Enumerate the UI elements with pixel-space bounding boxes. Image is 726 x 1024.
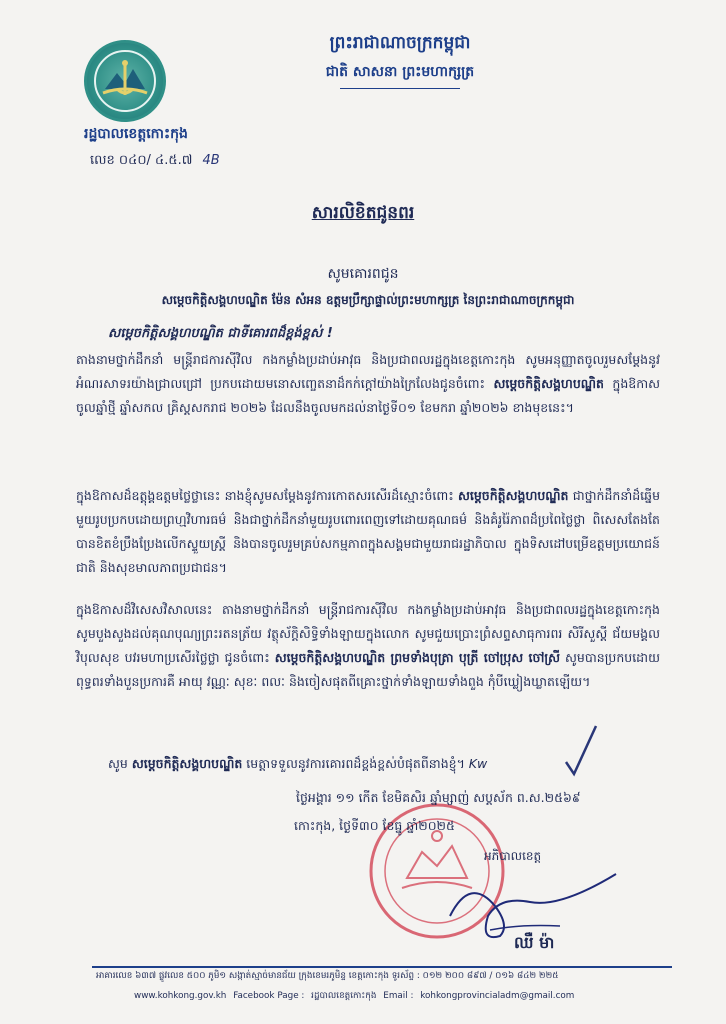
signatory-title: អភិបាលខេត្ត: [484, 849, 542, 863]
paragraph-2-text-a: ក្នុងឱកាសដ៏ឧត្តុង្គឧត្តមថ្លៃថ្លានេះ នាងខ្ញុំសូមសម្តែងនូវការកោតសរសើរដ៏ស្មោះចំពោះ: [76, 488, 454, 503]
motto-divider: [340, 88, 460, 89]
closing-line: [108, 756, 487, 775]
paragraph-1-bold: សម្តេចកិត្តិសង្គហបណ្ឌិត: [493, 376, 604, 391]
footer-facebook-label: Facebook Page :: [233, 991, 305, 1001]
signatory-name: ឈឺ ម៉ា: [514, 933, 555, 952]
provincial-emblem-logo: [84, 40, 166, 122]
national-motto: ជាតិ សាសនា ព្រះមហាក្សត្រ: [325, 64, 475, 80]
paragraph-3: [76, 598, 660, 694]
paragraph-3-text-a: ក្នុងឱកាសដ៏វិសេសវិសាលនេះ តាងនាមថ្នាក់ដឹកនាំ មន្ត្រីរាជការស៊ីវិល កងកម្លាំងប្រដាប់អាវុធ និងប្រជាពលរដ្ឋក្នុងខេត្តកោះកុង សូមបួងសួងដល់គុណបុណ្យព្រះរតនត្រ័យ វត្ថុស័ក្តិសិទ្ធិទាំងឡាយក្នុងលោក សូមជួយប្រោះព្រំសព្ទសាធុការពរ សិរីសួស្តី ជ័យមង្គល វិបុលសុខ បវរមហាប្រសើរថ្លៃថ្លា ជូនចំពោះ: [76, 602, 660, 665]
lunar-date: ថ្ងៃអង្គារ ១១ កើត ខែមិគសិរ ឆ្នាំម្សាញ់ សប្តស័ក ព.ស.២៥៦៩: [296, 790, 581, 805]
paragraph-3-bold: សម្តេចកិត្តិសង្គហបណ្ឌិត ព្រមទាំងបុត្រា បុត្រី ចៅប្រុស ចៅស្រី: [274, 650, 561, 665]
paragraph-2: [76, 484, 660, 580]
footer-contacts: [134, 990, 578, 1003]
paragraph-3-text-b: សូមបានប្រកបដោយពុទ្ធពរទាំងបួនប្រការគឺ អាយុ វណ្ណៈ សុខៈ ពលៈ និងចៀសផុតពីគ្រោះថ្នាក់ទាំងឡាយទាំងពួង កុំបីឃ្លៀងឃ្លាតឡើយ។: [76, 650, 660, 689]
greeting-line: សូមគោរពជូន: [327, 266, 399, 282]
paragraph-2-text-b: ជាថ្នាក់ដឹកនាំដ៏ឆ្នើមមួយរូបប្រកបដោយព្រហ្មវិហារធម៌ និងជាថ្នាក់ដឹកនាំមួយរូបពោរពេញទៅដោយគុណធម៌ និងគំរូរ៉ៃភាពដ៏ប្រពៃថ្លៃថ្លា ពិសេសតែងតែបានខិតខំប្រឹងប្រែងលើកស្ទួយស្ត្រី និងបានចូលរួមគ្រប់សកម្មភាពក្នុងសង្គមជាមួយរាជរដ្ឋាភិបាល ក្នុងទិសដៅបម្រើឧត្តមប្រយោជន៍ជាតិ និងសុខមាលភាពប្រជាជន។: [76, 488, 660, 575]
solar-date: កោះកុង, ថ្ងៃទី៣០ ខែធ្នូ ឆ្នាំ២០២៥: [294, 818, 455, 833]
footer-website-link[interactable]: www.kohkong.gov.kh: [134, 991, 227, 1001]
reference-number: [90, 152, 220, 171]
closing-bold: សម្តេចកិត្តិសង្គហបណ្ឌិត: [131, 756, 243, 771]
footer-divider: [92, 966, 672, 968]
paragraph-2-bold: សម្តេចកិត្តិសង្គហបណ្ឌិត: [458, 488, 569, 503]
salutation: សម្តេចកិត្តិសង្គហបណ្ឌិត ជាទីគោរពដ៏ខ្ពង់ខ្ពស់ !: [108, 326, 333, 341]
reference-handwritten: 4B: [202, 153, 220, 168]
footer-email-label: Email :: [383, 991, 414, 1001]
reference-value: ០៤០/ ៤.៥.៧: [118, 153, 193, 168]
recipient-line: សម្តេចកិត្តិសង្គហបណ្ឌិត ម៉ែន សំអន ឧត្តមប្រឹក្សាផ្ទាល់ព្រះមហាក្សត្រ នៃព្រះរាជាណាចក្រកម្ពុជា: [161, 293, 575, 307]
closing-initials: Kw: [468, 756, 488, 771]
organization-name: រដ្ឋបាលខេត្តកោះកុង: [84, 126, 188, 142]
letter-title: សារលិខិតជូនពរ: [311, 203, 415, 223]
paragraph-1-text-b: ក្នុងឱកាសចូលឆ្នាំថ្មី ឆ្នាំសកល គ្រិស្តសករាជ ២០២៦ ដែលនឹងចូលមកដល់នាថ្ងៃទី០១ ខែមករា ឆ្នាំ២០២៦ ខាងមុខនេះ។: [76, 376, 660, 415]
closing-text: មេត្តាទទួលនូវការគោរពដ៏ខ្ពង់ខ្ពស់បំផុតពីនាងខ្ញុំ។: [246, 756, 465, 771]
paragraph-1-text-a: តាងនាមថ្នាក់ដឹកនាំ មន្ត្រីរាជការស៊ីវិល កងកម្លាំងប្រដាប់អាវុធ និងប្រជាពលរដ្ឋក្នុងខេត្តកោះកុង សូមអនុញ្ញាតចូលរួមសម្តែងនូវអំណរសាទរយ៉ាងជ្រាលជ្រៅ ប្រកបដោយមនោសញ្ចេតនាដ៏កក់ក្តៅយ៉ាងក្រៃលែងជូនចំពោះ: [76, 352, 660, 391]
closing-prefix: សូម: [108, 756, 128, 771]
reference-label: លេខ: [90, 153, 115, 168]
footer-facebook-link[interactable]: រដ្ឋបាលខេត្តកោះកុង: [311, 991, 377, 1001]
handwritten-tick-mark: [562, 722, 602, 782]
footer-address: អាគារលេខ ៦៣៧ ផ្លូវលេខ ៥០០ ភូមិ១ សង្កាត់ស្មាច់មានជ័យ ក្រុងខេមរភូមិន្ទ ខេត្តកោះកុង ទូរស័ព្ទ : ០១២ ២០០ ៨៩៧ / ០១៦ ៨៤២ ២២៥: [96, 971, 559, 981]
paragraph-1: [76, 348, 660, 420]
kingdom-heading: ព្រះរាជាណាចក្រកម្ពុជា: [329, 33, 471, 53]
footer-email-link[interactable]: kohkongprovincialadm@gmail.com: [420, 991, 575, 1001]
